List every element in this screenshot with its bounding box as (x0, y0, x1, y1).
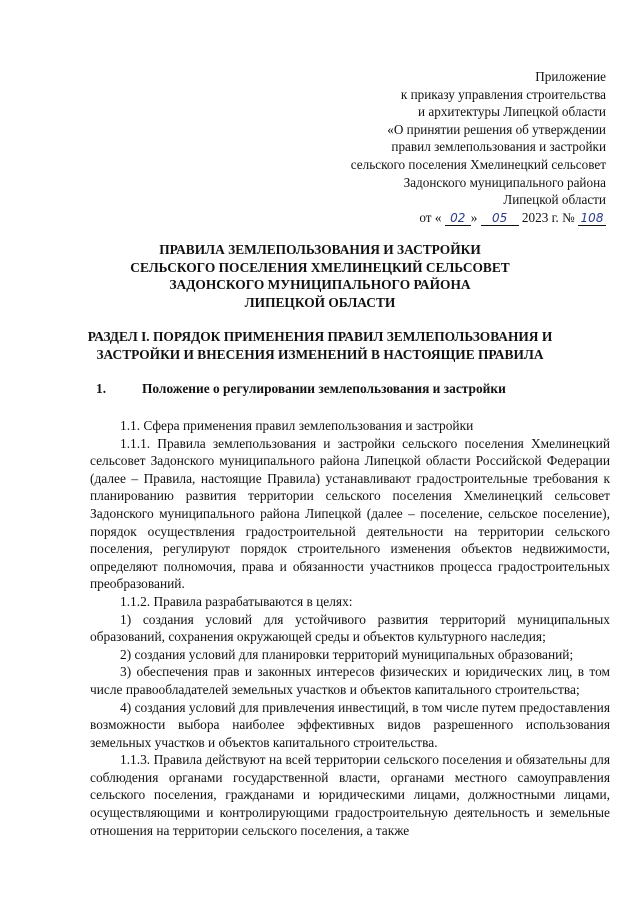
section-line: РАЗДЕЛ I. ПОРЯДОК ПРИМЕНЕНИЯ ПРАВИЛ ЗЕМЛЕПОЛЬЗОВАНИЯ И (87, 329, 553, 344)
appendix-line: к приказу управления строительства (400, 86, 606, 102)
paragraph: 4) создания условий для привлечения инвестиций, в том числе путем предоставления возможности выбора наиболее эффективных видов разрешенного использования земельных участков и объектов капитального строительства. (90, 699, 610, 750)
handwritten-month: 05 (481, 212, 519, 226)
date-year: 2023 г. № (521, 209, 575, 225)
paragraph: 3) обеспечения прав и законных интересов физических и юридических лиц, в том числе правообладателей земельных участков и объектов капитального строительства; (90, 664, 610, 697)
appendix-line: сельского поселения Хмелинецкий сельсовет (350, 156, 606, 172)
paragraph: 2) создания условий для планировки территорий муниципальных образований; (120, 646, 574, 662)
chapter-title: Положение о регулировании землепользования и застройки (142, 381, 506, 396)
title-line: ПРАВИЛА ЗЕМЛЕПОЛЬЗОВАНИЯ И ЗАСТРОЙКИ (159, 242, 481, 257)
appendix-line: Липецкой области (503, 192, 606, 208)
title-line: ЛИПЕЦКОЙ ОБЛАСТИ (244, 294, 396, 310)
appendix-line: «О принятии решения об утверждении (387, 121, 606, 137)
handwritten-day: 02 (445, 212, 471, 226)
chapter-heading (96, 380, 506, 398)
appendix-line: и архитектуры Липецкой области (418, 104, 606, 120)
paragraph: 1.1.3. Правила действуют на всей территории сельского поселения и обязательны для соблюдения органами государственной власти, органами местного самоуправления сельского поселения, гражданами и юридическими лицами, должностными лицами, осуществляющими и контролирующими градостроительную деятельность и земельные отношения на территории сельского поселения, а также (90, 752, 610, 838)
section-heading (40, 328, 600, 363)
document-body (90, 417, 610, 839)
document-title (40, 241, 600, 311)
appendix-block (246, 68, 606, 226)
section-line: ЗАСТРОЙКИ И ВНЕСЕНИЯ ИЗМЕНЕНИЙ В НАСТОЯЩИЕ ПРАВИЛА (96, 346, 544, 362)
chapter-number: 1. (96, 381, 107, 396)
date-prefix: от « (419, 209, 442, 225)
paragraph: 1.1. Сфера применения правил землепользования и застройки (120, 418, 474, 433)
appendix-line: правил землепользования и застройки (391, 139, 606, 155)
paragraph: 1.1.1. Правила землепользования и застройки сельского поселения Хмелинецкий сельсовет Задонского муниципального района Липецкой области Российской Федерации (далее – Правила, настоящие Правила) устанавливают градостроительные требования к планированию развития территории сельского поселения Хмелинецкий сельсовет Задонского муниципального района Липецкой (далее – поселение, сельское поселение), порядок осуществления градостроительной деятельности на территории сельского поселения, регулируют порядок строительного изменения объектов недвижимости, определяют полномочия, права и обязанности участников процесса градостроительных преобразований. (90, 435, 610, 592)
paragraph: 1) создания условий для устойчивого развития территорий муниципальных образований, сохранения окружающей среды и объектов культурного наследия; (90, 611, 610, 645)
handwritten-order-number: 108 (578, 212, 606, 226)
title-line: ЗАДОНСКОГО МУНИЦИПАЛЬНОГО РАЙОНА (169, 277, 471, 292)
appendix-line: Приложение (535, 69, 606, 84)
date-quote-close: » (470, 209, 478, 225)
appendix-date-line (246, 209, 606, 227)
appendix-line: Задонского муниципального района (403, 174, 606, 190)
title-line: СЕЛЬСКОГО ПОСЕЛЕНИЯ ХМЕЛИНЕЦКИЙ СЕЛЬСОВЕТ (130, 259, 510, 275)
paragraph: 1.1.2. Правила разрабатываются в целях: (120, 593, 353, 609)
